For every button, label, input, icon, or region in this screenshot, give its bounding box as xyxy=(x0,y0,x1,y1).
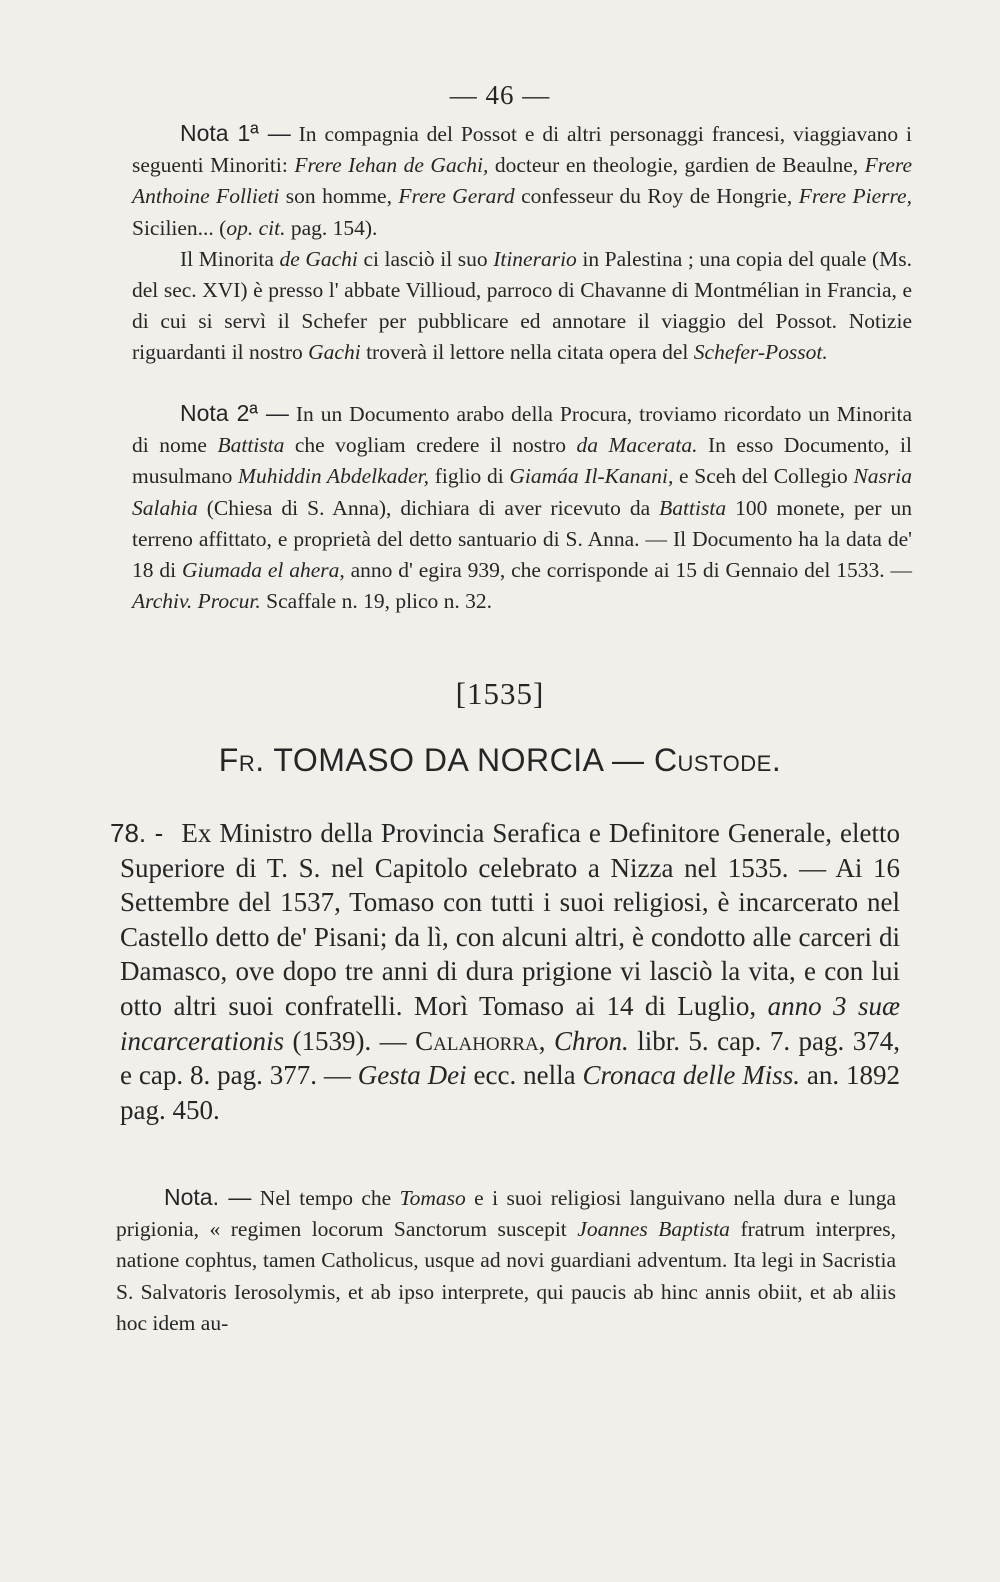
note-1 xyxy=(132,118,912,369)
italic-run: Tomaso xyxy=(399,1186,466,1210)
note-2 xyxy=(132,398,912,617)
note-1-paragraph-1 xyxy=(132,118,912,244)
note-1-paragraph-2 xyxy=(132,244,912,369)
text-run: Sicilien... ( xyxy=(132,215,227,240)
note-3-paragraph xyxy=(116,1182,896,1339)
year-heading: [1535] xyxy=(455,676,545,711)
italic-run: Joannes Baptista xyxy=(577,1217,730,1242)
italic-run: Chron. xyxy=(553,1025,629,1056)
text-run: In esso Documento, il musulmano xyxy=(132,433,912,489)
italic-run: da Macerata. xyxy=(576,433,698,458)
italic-run: anno 3 suæ incarcerationis xyxy=(120,990,900,1056)
page-number: — 46 — xyxy=(449,80,551,110)
italic-run: Battista xyxy=(217,433,285,458)
italic-run: Gachi xyxy=(308,340,361,365)
italic-run: Frere Anthoine Follieti xyxy=(132,153,912,209)
text-run: , xyxy=(538,1025,554,1056)
text-run: Nel tempo che xyxy=(251,1186,400,1210)
italic-run: Muhiddin Abdelkader, xyxy=(238,464,430,489)
text-run: che vogliam credere il nostro xyxy=(284,433,577,458)
italic-run: Gesta Dei xyxy=(357,1060,467,1091)
text-run: ci lasciò il suo xyxy=(357,246,494,271)
text-run: (1539). — xyxy=(283,1025,416,1056)
italic-run: Itinerario xyxy=(493,246,577,271)
text-run: docteur en theologie, gardien de Beaulne, xyxy=(488,153,865,178)
italic-run: Cronaca delle Miss. xyxy=(582,1060,800,1091)
entry-78 xyxy=(110,816,901,1127)
text-run: Il Minorita xyxy=(180,246,280,271)
text-run: Ex Ministro della Provincia Serafica e Definitore Generale, eletto Superiore di T. S. nel Capitolo celebrato a Nizza nel 1535. — Ai 16 Settembre del 1537, Tomaso con tutti i suoi religiosi, è incarcerato nel Castello detto de' Pisani; da lì, con alcuni altri, è condotto alle carceri di Damasco, ove dopo tre anni di dura prigione vi lasciò la vita, e con lui otto altri suoi confratelli. Morì Tomaso ai 14 di Luglio, xyxy=(120,818,900,1021)
note-3 xyxy=(116,1182,896,1339)
italic-run: Giumada el ahera, xyxy=(181,558,345,583)
heading-fr: Fr. xyxy=(218,742,265,778)
text-run: e Sceh del Collegio xyxy=(673,464,854,489)
entry-number: 78. - xyxy=(110,818,164,848)
italic-run: Frere Iehan de Gachi, xyxy=(294,153,489,178)
note-3-label: Nota. — xyxy=(164,1184,252,1210)
text-run: In un Documento arabo della Procura, troviamo ricordato un Minorita di nome xyxy=(132,402,912,458)
text-run: an. 1892 pag. 450. xyxy=(120,1060,901,1125)
text-run: anno d' egira 939, che corrisponde ai 15 di Gennaio del 1533. — xyxy=(344,558,913,583)
entry-78-paragraph xyxy=(110,816,901,1127)
note-1-label: Nota 1ª — xyxy=(180,120,291,146)
italic-run: Schefer-Possot. xyxy=(693,340,828,365)
text-run: troverà il lettore nella citata opera del xyxy=(360,340,694,365)
text-run: confesseur du Roy de Hongrie, xyxy=(514,184,799,209)
text-run: libr. 5. cap. 7. pag. 374, e cap. 8. pag. 377. — xyxy=(120,1025,901,1091)
italic-run: Frere Gerard xyxy=(398,184,515,209)
text-run: in Palestina ; una copia del quale (Ms. del sec. XVI) è presso l' abbate Villioud, parroco di Chavanne di Montmélian in Francia, e di cui si servì il Schefer per pubblicare ed annotare il viaggio del Possot. Notizie riguardanti il nostro xyxy=(132,246,913,365)
entry-78-text xyxy=(120,818,900,1125)
italic-run: Archiv. Procur. xyxy=(132,589,261,614)
heading-role: Custode. xyxy=(653,742,782,778)
heading-name: TOMASO DA NORCIA xyxy=(273,742,603,778)
italic-run: Giamáa Il-Kanani, xyxy=(509,464,674,489)
italic-run: Nasria Salahia xyxy=(132,464,913,520)
text-run: ecc. nella xyxy=(466,1060,583,1091)
note-2-label: Nota 2ª — xyxy=(180,400,289,426)
text-run: Scaffale n. 19, plico n. 32. xyxy=(260,589,493,614)
text-run: fratrum interpres, natione cophtus, tamen Catholicus, usque ad novi guardiani adventum. Ita legi in Sacristia S. Salvatoris Ierosolymis, et ab ipso interprete, qui paucis ab hinc annis obiit, et ab aliis hoc idem au- xyxy=(116,1217,897,1335)
text-run: Calahorra xyxy=(415,1025,539,1056)
text-run: pag. 154). xyxy=(285,215,378,240)
text-run: 100 monete, per un terreno affittato, e proprietà del detto santuario di S. Anna. — Il Documento ha la data de' 18 di xyxy=(132,495,912,583)
section-heading xyxy=(0,742,1000,779)
italic-run: op. cit. xyxy=(226,215,286,240)
text-run: figlio di xyxy=(429,464,510,489)
note-2-paragraph xyxy=(132,398,912,617)
text-run: son homme, xyxy=(279,184,399,209)
note-2-text xyxy=(132,402,912,613)
text-run: (Chiesa di S. Anna), dichiara di aver ricevuto da xyxy=(197,495,660,520)
italic-run: de Gachi xyxy=(279,246,358,271)
italic-run: Battista xyxy=(659,495,727,520)
text-run: e i suoi religiosi languivano nella dura e lunga prigionia, « regimen locorum Sanctorum suscepit xyxy=(116,1186,896,1242)
italic-run: Frere Pierre, xyxy=(798,184,912,209)
text-run: In compagnia del Possot e di altri personaggi francesi, viaggiavano i seguenti Minoriti: xyxy=(132,122,913,178)
heading-dash: — xyxy=(612,742,645,778)
